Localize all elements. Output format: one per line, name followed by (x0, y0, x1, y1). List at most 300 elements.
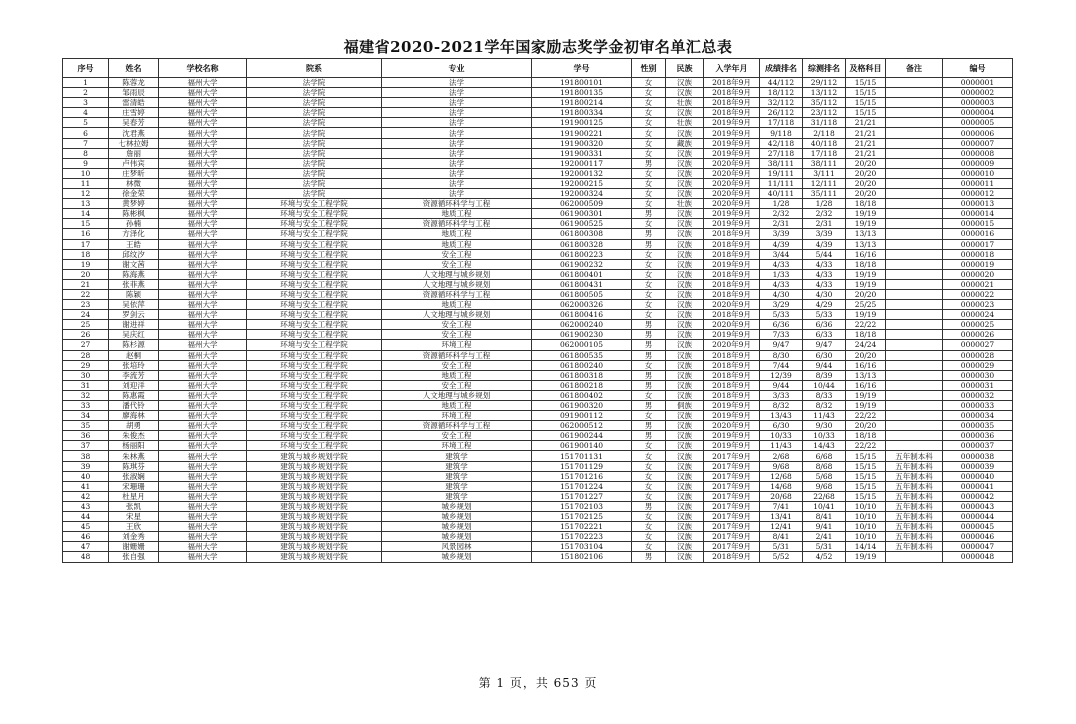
table-cell: 061800535 (532, 350, 632, 360)
table-cell: 2018年9月 (704, 108, 760, 118)
table-cell: 20/20 (846, 178, 886, 188)
table-cell: 37 (63, 441, 109, 451)
table-cell: 环境与安全工程学院 (247, 390, 382, 400)
table-cell: 安全工程 (382, 259, 532, 269)
table-cell: 2/31 (760, 219, 803, 229)
table-cell: 4/33 (803, 259, 846, 269)
table-cell: 5/31 (803, 542, 846, 552)
table-cell: 福州大学 (159, 441, 247, 451)
table-cell: 谢文茜 (109, 259, 159, 269)
table-cell: 13/112 (803, 88, 846, 98)
table-cell: 38/111 (803, 158, 846, 168)
table-cell: 8/32 (803, 401, 846, 411)
table-cell: 女 (632, 471, 666, 481)
table-cell: 191900320 (532, 138, 632, 148)
table-cell: 汉族 (666, 461, 704, 471)
column-header: 成绩排名 (760, 59, 803, 78)
table-cell: 061800308 (532, 229, 632, 239)
table-cell: 2019年9月 (704, 441, 760, 451)
table-cell: 2018年9月 (704, 98, 760, 108)
table-cell: 环境与安全工程学院 (247, 350, 382, 360)
table-cell: 法学 (382, 138, 532, 148)
table-row (63, 330, 1013, 340)
table-row (63, 78, 1013, 88)
table-cell: 062000105 (532, 340, 632, 350)
table-cell (886, 229, 943, 239)
table-row (63, 451, 1013, 461)
column-header: 入学年月 (704, 59, 760, 78)
table-cell: 环境与安全工程学院 (247, 229, 382, 239)
table-cell (886, 209, 943, 219)
table-cell: 151802106 (532, 552, 632, 562)
table-cell: 6/68 (803, 451, 846, 461)
table-cell: 6/36 (760, 320, 803, 330)
table-cell: 杨丽阳 (109, 441, 159, 451)
table-cell: 26 (63, 330, 109, 340)
table-cell: 28 (63, 350, 109, 360)
table-cell: 22 (63, 289, 109, 299)
table-cell: 8/33 (803, 390, 846, 400)
table-cell: 10 (63, 168, 109, 178)
table-cell: 13/13 (846, 229, 886, 239)
table-cell: 城乡规划 (382, 552, 532, 562)
table-cell: 44 (63, 512, 109, 522)
column-header: 姓名 (109, 59, 159, 78)
table-cell: 12/39 (760, 370, 803, 380)
table-cell: 建筑与城乡规划学院 (247, 451, 382, 461)
table-cell: 2018年9月 (704, 279, 760, 289)
table-cell: 2019年9月 (704, 118, 760, 128)
table-cell: 男 (632, 380, 666, 390)
table-row (63, 279, 1013, 289)
table-cell (886, 360, 943, 370)
table-row (63, 431, 1013, 441)
table-cell (886, 401, 943, 411)
table-cell: 汉族 (666, 219, 704, 229)
table-cell: 0000018 (943, 249, 1013, 259)
table-cell: 34 (63, 411, 109, 421)
table-cell: 邱纹汐 (109, 249, 159, 259)
table-cell: 法学院 (247, 128, 382, 138)
table-cell: 法学 (382, 189, 532, 199)
table-cell: 0000043 (943, 501, 1013, 511)
table-cell: 13/41 (760, 512, 803, 522)
table-cell: 21/21 (846, 138, 886, 148)
table-cell: 王欣 (109, 522, 159, 532)
table-cell: 2017年9月 (704, 542, 760, 552)
table-cell: 0000033 (943, 401, 1013, 411)
table-cell: 0000038 (943, 451, 1013, 461)
table-cell: 2018年9月 (704, 310, 760, 320)
table-cell: 汉族 (666, 168, 704, 178)
table-cell: 151701216 (532, 471, 632, 481)
table-cell: 城乡规划 (382, 512, 532, 522)
table-cell: 环境与安全工程学院 (247, 279, 382, 289)
table-cell: 女 (632, 219, 666, 229)
table-cell: 城乡规划 (382, 522, 532, 532)
table-cell: 14 (63, 209, 109, 219)
table-cell: 风景园林 (382, 542, 532, 552)
table-row (63, 259, 1013, 269)
table-cell: 福州大学 (159, 168, 247, 178)
table-cell: 福州大学 (159, 88, 247, 98)
table-cell: 女 (632, 199, 666, 209)
table-cell: 6/33 (803, 330, 846, 340)
table-cell: 福州大学 (159, 199, 247, 209)
table-cell: 陈颖 (109, 289, 159, 299)
table-cell (886, 350, 943, 360)
table-cell: 15/15 (846, 481, 886, 491)
table-cell: 9/47 (760, 340, 803, 350)
table-cell: 10/33 (760, 431, 803, 441)
table-cell: 汉族 (666, 229, 704, 239)
table-cell: 资源循环科学与工程 (382, 289, 532, 299)
table-cell: 8/30 (760, 350, 803, 360)
table-cell: 张淑娴 (109, 471, 159, 481)
table-cell: 42/118 (760, 138, 803, 148)
table-cell: 20/20 (846, 421, 886, 431)
table-cell: 汉族 (666, 501, 704, 511)
table-cell: 福州大学 (159, 380, 247, 390)
table-cell: 汉族 (666, 148, 704, 158)
table-cell: 18/18 (846, 330, 886, 340)
table-cell: 福州大学 (159, 481, 247, 491)
table-cell: 徐金荣 (109, 189, 159, 199)
table-cell: 062000509 (532, 199, 632, 209)
table-cell: 法学 (382, 108, 532, 118)
table-cell: 15/15 (846, 108, 886, 118)
table-cell: 建筑学 (382, 451, 532, 461)
table-cell: 47 (63, 542, 109, 552)
table-cell: 4/33 (760, 279, 803, 289)
table-cell: 福州大学 (159, 340, 247, 350)
table-cell: 11/43 (760, 441, 803, 451)
table-cell: 福州大学 (159, 189, 247, 199)
column-header: 学号 (532, 59, 632, 78)
table-cell: 8/32 (760, 401, 803, 411)
table-cell: 061900230 (532, 330, 632, 340)
table-cell: 18 (63, 249, 109, 259)
table-cell: 4/30 (760, 289, 803, 299)
table-cell: 19/19 (846, 401, 886, 411)
table-cell: 13/43 (760, 411, 803, 421)
table-row (63, 300, 1013, 310)
table-cell: 2018年9月 (704, 390, 760, 400)
table-cell: 151701129 (532, 461, 632, 471)
table-row (63, 370, 1013, 380)
table-cell: 汉族 (666, 390, 704, 400)
table-cell: 15/15 (846, 471, 886, 481)
table-cell (886, 441, 943, 451)
table-cell: 2018年9月 (704, 229, 760, 239)
table-row (63, 249, 1013, 259)
table-cell: 女 (632, 542, 666, 552)
column-header: 及格科目 (846, 59, 886, 78)
table-cell: 2018年9月 (704, 78, 760, 88)
table-cell: 17/118 (803, 148, 846, 158)
table-cell (886, 310, 943, 320)
table-cell: 2019年9月 (704, 401, 760, 411)
table-cell: 五年制本科 (886, 461, 943, 471)
table-cell: 151701227 (532, 491, 632, 501)
table-cell: 23 (63, 300, 109, 310)
table-cell: 福州大学 (159, 98, 247, 108)
table-cell: 法学 (382, 178, 532, 188)
table-cell: 杜星月 (109, 491, 159, 501)
table-cell: 20 (63, 269, 109, 279)
table-cell: 福州大学 (159, 289, 247, 299)
table-cell: 3/29 (760, 300, 803, 310)
table-cell: 女 (632, 300, 666, 310)
table-cell: 2/41 (803, 532, 846, 542)
table-cell: 21/21 (846, 118, 886, 128)
table-cell: 2017年9月 (704, 481, 760, 491)
table-cell: 资源循环科学与工程 (382, 219, 532, 229)
table-cell: 汉族 (666, 269, 704, 279)
table-cell: 191900125 (532, 118, 632, 128)
table-cell: 人文地理与城乡规划 (382, 310, 532, 320)
table-cell: 0000016 (943, 229, 1013, 239)
table-cell: 2017年9月 (704, 471, 760, 481)
table-cell: 汉族 (666, 340, 704, 350)
table-cell: 091900112 (532, 411, 632, 421)
table-cell: 29/112 (803, 78, 846, 88)
table-cell: 061900320 (532, 401, 632, 411)
table-cell: 192000117 (532, 158, 632, 168)
table-row (63, 441, 1013, 451)
table-cell: 福州大学 (159, 219, 247, 229)
table-cell: 庄梦昕 (109, 168, 159, 178)
table-cell: 汉族 (666, 310, 704, 320)
table-cell: 0000014 (943, 209, 1013, 219)
table-cell: 罗剑云 (109, 310, 159, 320)
table-cell (886, 259, 943, 269)
column-header: 性别 (632, 59, 666, 78)
table-cell: 谢进祥 (109, 320, 159, 330)
table-cell: 詹丽 (109, 148, 159, 158)
table-cell: 五年制本科 (886, 542, 943, 552)
table-cell: 12/68 (760, 471, 803, 481)
table-cell: 20/20 (846, 289, 886, 299)
table-cell: 4/29 (803, 300, 846, 310)
table-cell: 建筑与城乡规划学院 (247, 542, 382, 552)
table-cell: 35 (63, 421, 109, 431)
table-cell: 七林拉姆 (109, 138, 159, 148)
table-cell: 五年制本科 (886, 491, 943, 501)
table-cell: 建筑与城乡规划学院 (247, 532, 382, 542)
table-cell: 女 (632, 138, 666, 148)
table-cell: 福州大学 (159, 229, 247, 239)
table-cell: 4/33 (803, 269, 846, 279)
table-cell: 女 (632, 249, 666, 259)
table-cell: 福州大学 (159, 431, 247, 441)
table-cell: 7 (63, 138, 109, 148)
table-cell: 潘代铃 (109, 401, 159, 411)
table-cell: 陈惠霞 (109, 390, 159, 400)
table-cell: 黄梦婷 (109, 199, 159, 209)
table-cell: 福州大学 (159, 78, 247, 88)
table-cell: 23/112 (803, 108, 846, 118)
table-cell: 福州大学 (159, 259, 247, 269)
table-cell: 汉族 (666, 108, 704, 118)
table-cell: 2018年9月 (704, 380, 760, 390)
table-cell: 陈杉源 (109, 340, 159, 350)
table-cell: 女 (632, 279, 666, 289)
table-cell: 33 (63, 401, 109, 411)
table-cell: 福州大学 (159, 178, 247, 188)
table-cell: 汉族 (666, 350, 704, 360)
table-cell: 法学 (382, 118, 532, 128)
table-cell: 192000215 (532, 178, 632, 188)
table-cell: 法学 (382, 128, 532, 138)
table-cell: 19/19 (846, 310, 886, 320)
table-cell: 汉族 (666, 512, 704, 522)
table-cell: 0000026 (943, 330, 1013, 340)
table-cell: 福州大学 (159, 471, 247, 481)
table-cell: 2 (63, 88, 109, 98)
table-cell: 061800223 (532, 249, 632, 259)
table-cell: 建筑学 (382, 481, 532, 491)
table-cell: 李流芳 (109, 370, 159, 380)
table-row (63, 380, 1013, 390)
table-cell: 女 (632, 461, 666, 471)
table-cell: 061800402 (532, 390, 632, 400)
table-cell: 福州大学 (159, 320, 247, 330)
table-cell: 4 (63, 108, 109, 118)
table-cell (886, 88, 943, 98)
table-cell: 17/118 (760, 118, 803, 128)
table-cell: 建筑与城乡规划学院 (247, 501, 382, 511)
table-cell: 27/118 (760, 148, 803, 158)
table-cell: 8/41 (760, 532, 803, 542)
table-cell: 环境与安全工程学院 (247, 380, 382, 390)
table-cell: 男 (632, 158, 666, 168)
table-cell: 地质工程 (382, 229, 532, 239)
table-cell: 9/68 (803, 481, 846, 491)
table-header (63, 59, 1013, 78)
table-cell: 8/68 (803, 461, 846, 471)
table-cell: 地质工程 (382, 300, 532, 310)
table-cell: 13/13 (846, 370, 886, 380)
table-cell: 2017年9月 (704, 501, 760, 511)
table-cell (886, 189, 943, 199)
table-cell: 35/112 (803, 98, 846, 108)
table-cell: 男 (632, 320, 666, 330)
table-cell: 3/33 (760, 390, 803, 400)
table-cell: 福州大学 (159, 522, 247, 532)
table-cell: 19/19 (846, 390, 886, 400)
table-cell: 29 (63, 360, 109, 370)
table-row (63, 491, 1013, 501)
table-cell: 21 (63, 279, 109, 289)
table-cell: 36 (63, 431, 109, 441)
table-cell: 0000017 (943, 239, 1013, 249)
table-cell: 16/16 (846, 249, 886, 259)
table-cell: 19/19 (846, 552, 886, 562)
table-cell: 10/10 (846, 512, 886, 522)
table-cell: 张培玲 (109, 360, 159, 370)
table-cell: 0000029 (943, 360, 1013, 370)
table-cell: 法学院 (247, 88, 382, 98)
table-cell: 3 (63, 98, 109, 108)
table-cell: 孙楠 (109, 219, 159, 229)
table-cell: 18/18 (846, 259, 886, 269)
table-cell: 0000003 (943, 98, 1013, 108)
table-cell: 福州大学 (159, 279, 247, 289)
table-row (63, 471, 1013, 481)
table-cell: 27 (63, 340, 109, 350)
table-cell: 2020年9月 (704, 300, 760, 310)
table-cell: 福州大学 (159, 209, 247, 219)
table-cell: 五年制本科 (886, 501, 943, 511)
table-cell: 0000041 (943, 481, 1013, 491)
table-cell: 安全工程 (382, 380, 532, 390)
table-cell: 方泽化 (109, 229, 159, 239)
table-cell: 环境与安全工程学院 (247, 310, 382, 320)
table-row (63, 178, 1013, 188)
table-row (63, 552, 1013, 562)
table-cell: 061800218 (532, 380, 632, 390)
table-cell: 40/111 (760, 189, 803, 199)
table-cell (886, 108, 943, 118)
summary-table (62, 58, 1013, 563)
table-cell (886, 249, 943, 259)
table-cell: 4/33 (803, 279, 846, 289)
table-cell: 19/19 (846, 219, 886, 229)
table-cell: 0000031 (943, 380, 1013, 390)
table-cell: 环境工程 (382, 411, 532, 421)
table-cell: 法学院 (247, 148, 382, 158)
table-cell: 061800318 (532, 370, 632, 380)
table-cell: 1/28 (760, 199, 803, 209)
table-cell: 43 (63, 501, 109, 511)
table-cell: 12 (63, 189, 109, 199)
table-cell: 44/112 (760, 78, 803, 88)
table-cell: 女 (632, 128, 666, 138)
table-cell: 15/15 (846, 98, 886, 108)
table-cell: 2020年9月 (704, 178, 760, 188)
table-cell: 建筑与城乡规划学院 (247, 461, 382, 471)
table-cell: 0000030 (943, 370, 1013, 380)
table-row (63, 340, 1013, 350)
table-cell: 女 (632, 148, 666, 158)
table-row (63, 421, 1013, 431)
table-cell: 汉族 (666, 88, 704, 98)
table-cell: 法学院 (247, 108, 382, 118)
table-cell: 2019年9月 (704, 128, 760, 138)
table-cell: 9/44 (760, 380, 803, 390)
table-cell: 宋珊珊 (109, 481, 159, 491)
table-cell: 42 (63, 491, 109, 501)
table-cell: 151702125 (532, 512, 632, 522)
table-cell: 男 (632, 340, 666, 350)
table-cell (886, 320, 943, 330)
table-cell: 7/41 (760, 501, 803, 511)
table-cell: 刘迎洋 (109, 380, 159, 390)
table-cell: 城乡规划 (382, 532, 532, 542)
table-cell: 环境与安全工程学院 (247, 239, 382, 249)
table-cell: 福州大学 (159, 108, 247, 118)
table-cell (886, 390, 943, 400)
table-cell: 15/15 (846, 491, 886, 501)
table-cell: 9/47 (803, 340, 846, 350)
table-cell (886, 380, 943, 390)
table-cell: 安全工程 (382, 360, 532, 370)
table-cell: 环境与安全工程学院 (247, 289, 382, 299)
table-cell: 45 (63, 522, 109, 532)
table-cell: 资源循环科学与工程 (382, 421, 532, 431)
table-cell: 10/10 (846, 532, 886, 542)
